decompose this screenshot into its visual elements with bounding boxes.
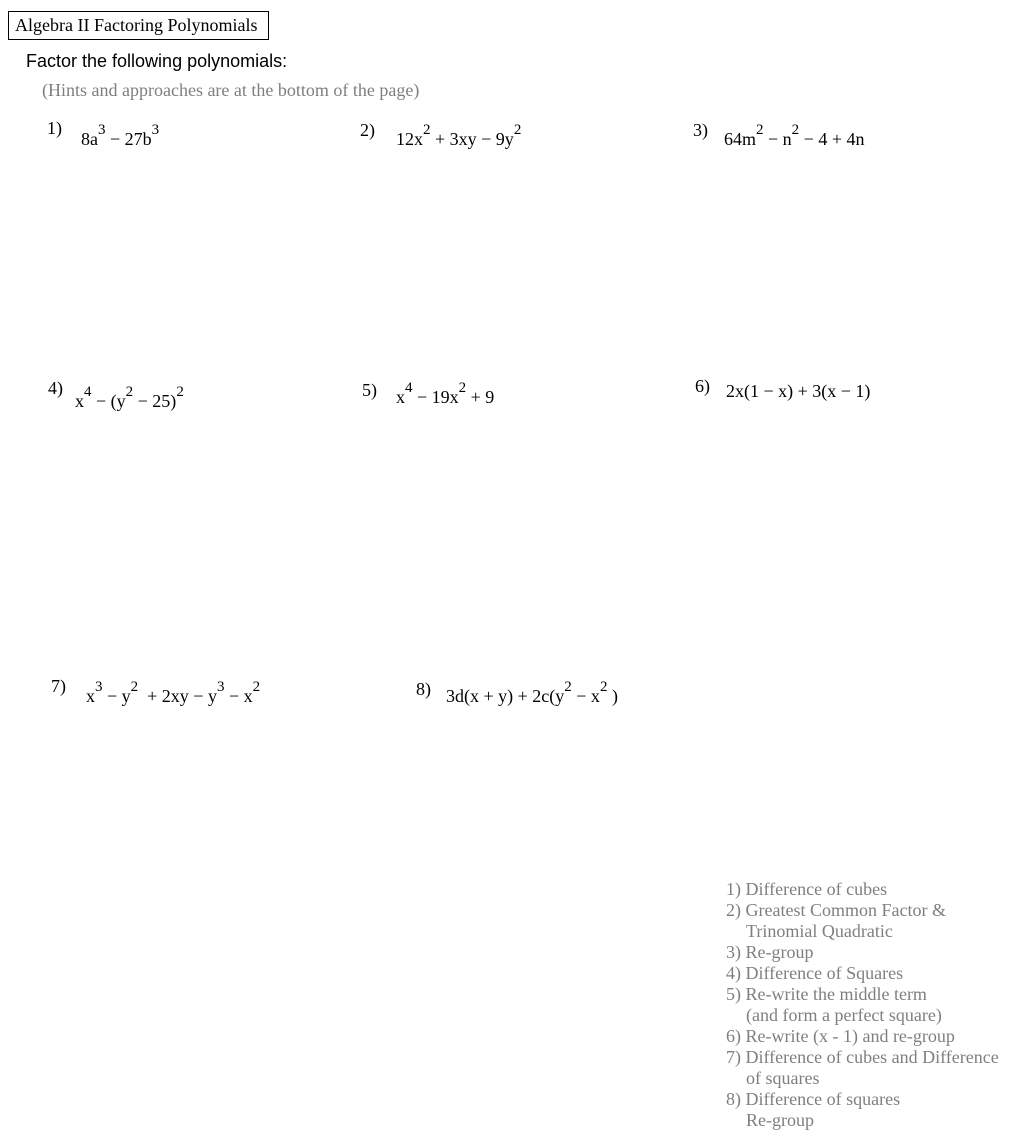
term-text: − n	[763, 129, 792, 149]
exponent: 2	[125, 384, 134, 400]
exponent: 2	[176, 384, 184, 400]
hint-line: 1) Difference of cubes	[726, 879, 888, 899]
exponent: 3	[98, 122, 106, 138]
exponent: 4	[405, 380, 413, 396]
exponent: 2	[756, 122, 764, 138]
worksheet-title: Algebra II Factoring Polynomials	[8, 11, 269, 40]
problem-expression	[75, 384, 184, 414]
problem-expression	[396, 380, 495, 410]
hint-line: 8) Difference of squares	[726, 1089, 901, 1109]
term-text: + 9	[466, 387, 495, 407]
term-text: x	[86, 686, 95, 706]
term-text: x	[75, 391, 84, 411]
exponent: 2	[458, 380, 467, 396]
problem-number: 1)	[47, 118, 62, 138]
hint-line-continuation: (and form a perfect square)	[746, 1005, 942, 1025]
problem-expression	[86, 679, 261, 709]
term-text: − 25)	[133, 391, 177, 411]
exponent: 2	[130, 679, 139, 695]
term-text: 12x	[396, 129, 423, 149]
exponent: 2	[513, 122, 522, 138]
exponent: 2	[791, 122, 800, 138]
term-text: + 2xy − y	[138, 686, 217, 706]
hint-line-continuation: Trinomial Quadratic	[746, 921, 893, 941]
problem-expression	[81, 122, 160, 152]
hint-line: 5) Re-write the middle term	[726, 984, 927, 1004]
exponent: 3	[95, 679, 103, 695]
term-text: 64m	[724, 129, 757, 149]
problem-expression	[726, 380, 870, 402]
problem-number: 3)	[693, 120, 708, 140]
problem-expression	[724, 122, 865, 152]
term-text: − x	[571, 686, 600, 706]
exponent: 2	[423, 122, 431, 138]
term-text: − x	[224, 686, 253, 706]
exponent: 3	[216, 679, 225, 695]
problem-number: 7)	[51, 676, 66, 696]
problem-number: 6)	[695, 376, 710, 396]
hints-note: (Hints and approaches are at the bottom of the page)	[42, 80, 420, 100]
hint-line: 6) Re-write (x - 1) and re-group	[726, 1026, 955, 1046]
exponent: 3	[151, 122, 160, 138]
problem-number: 2)	[360, 120, 375, 140]
term-text: )	[607, 686, 618, 706]
hint-line: 4) Difference of Squares	[726, 963, 904, 983]
term-text: x	[396, 387, 405, 407]
exponent: 2	[599, 679, 608, 695]
exponent: 2	[564, 679, 572, 695]
term-text: 3d(x + y) + 2c(y	[446, 686, 565, 706]
instructions-text: Factor the following polynomials:	[26, 51, 288, 71]
term-text: − 19x	[412, 387, 459, 407]
exponent: 2	[252, 679, 261, 695]
hint-line-continuation: Re-group	[746, 1110, 814, 1130]
term-text: − 27b	[105, 129, 152, 149]
term-text: − y	[102, 686, 131, 706]
problem-number: 5)	[362, 380, 377, 400]
term-text: 2x(1 − x) + 3(x − 1)	[726, 381, 871, 401]
term-text: 8a	[81, 129, 98, 149]
exponent: 4	[84, 384, 92, 400]
problem-number: 4)	[48, 378, 63, 398]
problem-expression	[446, 679, 618, 709]
hint-line: 7) Difference of cubes and Difference	[726, 1047, 999, 1067]
problem-number: 8)	[416, 679, 431, 699]
term-text: − 4 + 4n	[799, 129, 865, 149]
hint-line: 3) Re-group	[726, 942, 814, 962]
hints-list	[726, 879, 999, 1131]
term-text: + 3xy − 9y	[430, 129, 514, 149]
term-text: − (y	[91, 391, 126, 411]
hint-line-continuation: of squares	[746, 1068, 820, 1088]
hint-line: 2) Greatest Common Factor &	[726, 900, 946, 920]
problem-expression	[396, 122, 522, 152]
